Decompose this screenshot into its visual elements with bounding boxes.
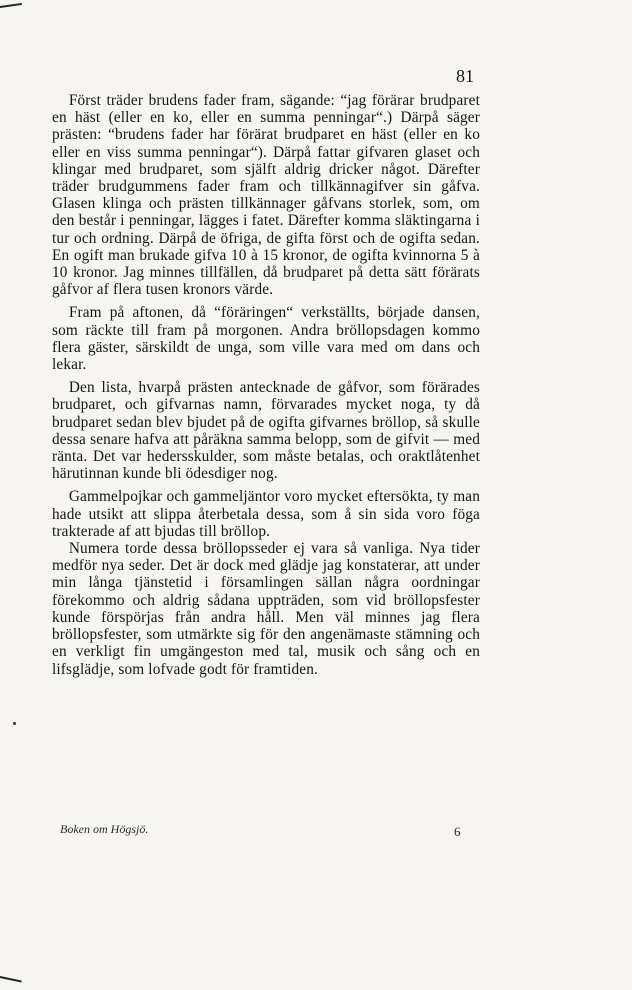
scan-corner-mark-bottom [0, 976, 22, 983]
footer-signature-mark: 6 [454, 824, 461, 839]
paragraph-new-customs: Numera torde dessa bröllopsseder ej vara så vanliga. Nya tider medför nya seder. Det är dock med glädje jag konstaterar, att under min långa tjänstetid i församlingen sällan några oordningar förekommo och aldrig sådana uppträden, som vid bröllopsfester kunde förspörjas från andra håll. Men väl minnes jag flera bröllopsfester, som utmärkte sig för den angenämaste stämning och en verkligt fin umgängeston med tal, musik och sång och en lifsglädje, som lofvade godt för framtiden. [52, 540, 480, 678]
scan-speck [13, 722, 16, 725]
page-body [52, 92, 480, 678]
paragraph-evening-dance: Fram på aftonen, då “föräringen“ verkställts, började dansen, som räckte till fram på morgonen. Andra bröllopsdagen kommo flera gäster, särskildt de unga, som ville vara med om dans och lekar. [52, 304, 480, 374]
scan-corner-mark-top [0, 3, 22, 8]
page-number: 81 [456, 66, 474, 86]
paragraph-bachelors: Gammelpojkar och gammeljäntor voro mycket eftersökta, ty man hade utsikt att slippa återbetala dessa, som å sin sida voro föga trakterade af att bjudas till bröllop. [52, 488, 480, 540]
paragraph-gift-list: Den lista, hvarpå prästen antecknade de gåfvor, som förärades brudparet, och gifvarnas namn, förvarades mycket noga, ty då brudparet sedan blev bjudet på de ogifta gifvarnes bröllop, så skulle dessa senare hafva att påräkna samma belopp, som de gifvit — med ränta. Det var hedersskulder, som måste betalas, och oraktlåtenhet härutinnan kunde bli ödesdiger nog. [52, 379, 480, 483]
paragraph-gift-ceremony: Först träder brudens fader fram, sägande: “jag förärar brudparet en häst (eller en ko, eller en summa penningar“.) Därpå säger prästen: “brudens fader har förärat brudparet en häst (eller en ko eller en viss summa penningar“). Därpå fattar gifvaren glaset och klingar med brudparet, som själft aldrig dricker något. Därefter träder brudgummens fader fram och tillkännagifver sin gåfva. Glasen klinga och prästen tillkännager gåfvans storlek, som, om den består i penningar, lägges i fatet. Därefter komma släktingarna i tur och ordning. Därpå de öfriga, de gifta först och de ogifta sedan. En ogift man brukade gifva 10 à 15 kronor, de ogifta kvinnorna 5 à 10 kronor. Jag minnes tillfällen, då brudparet på detta sätt förärats gåfvor af flera tusen kronors värde. [52, 92, 480, 299]
footer-book-title: Boken om Högsjö. [60, 822, 149, 836]
